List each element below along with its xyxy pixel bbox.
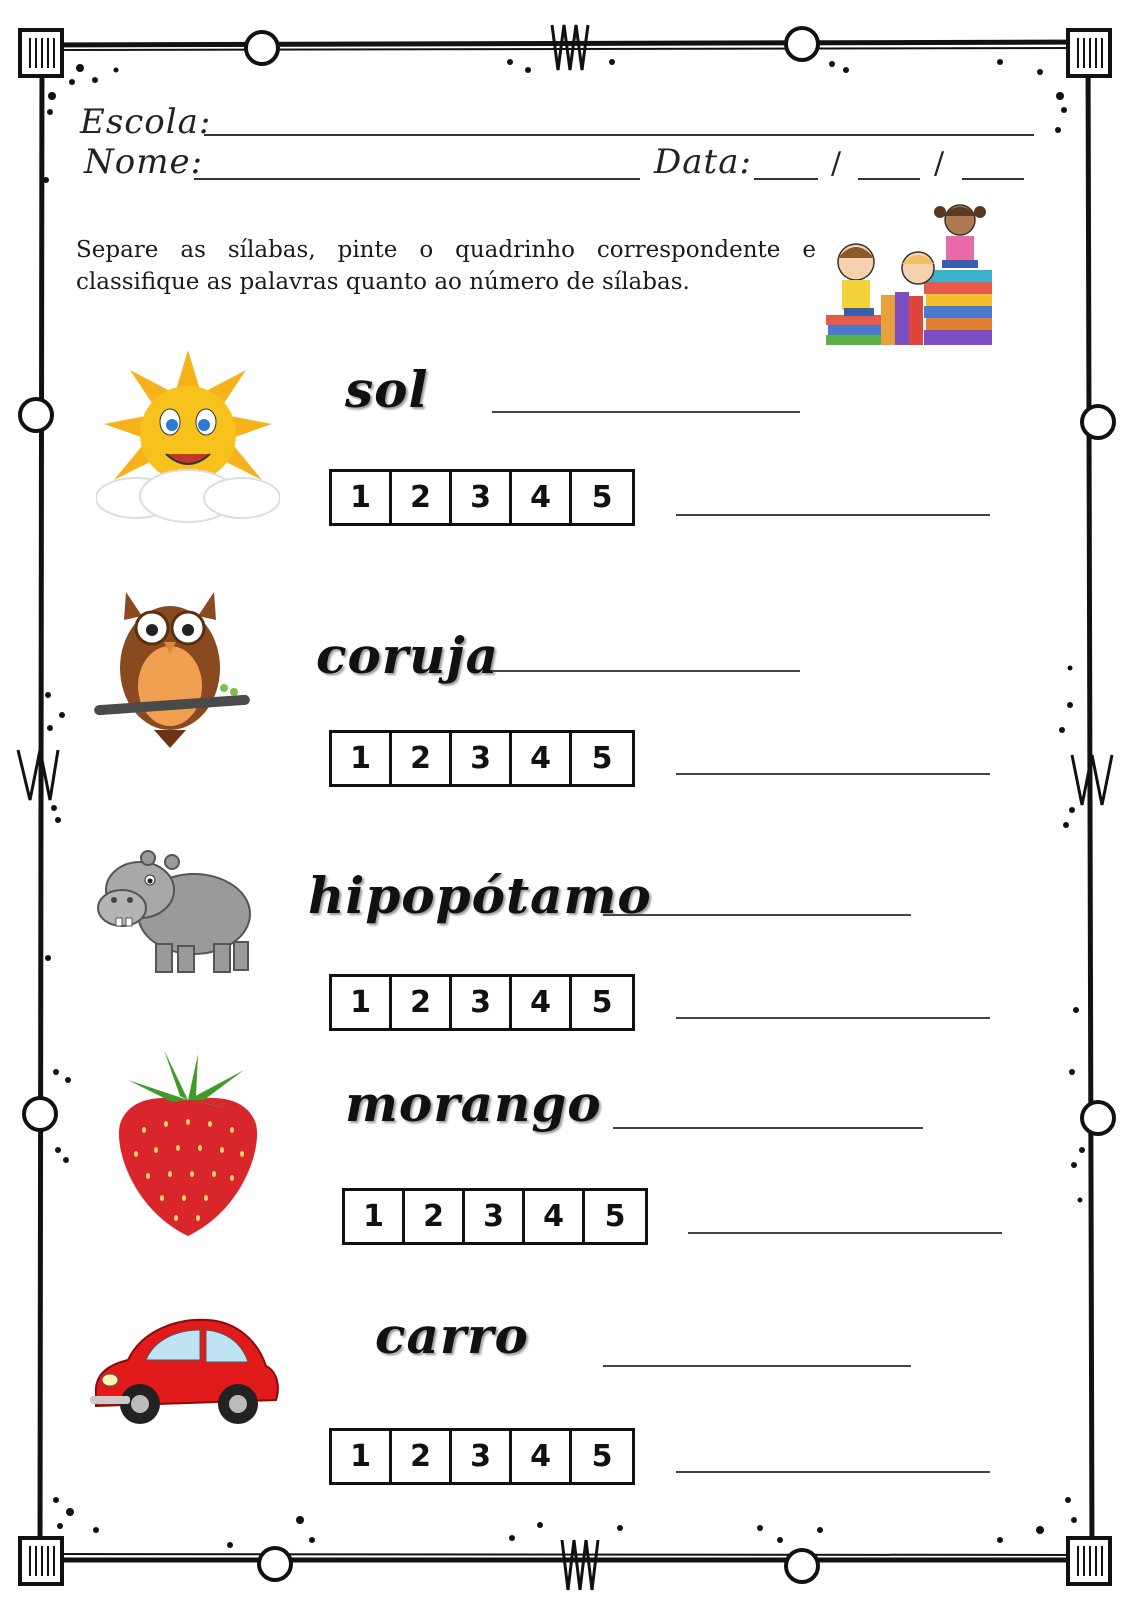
- instruction-text: Separe as sílabas, pinte o quadrinho correspondente e classifique as palavras quanto ao número de sílabas.: [76, 237, 816, 295]
- count-box-2[interactable]: 2: [392, 733, 452, 784]
- count-box-4[interactable]: 4: [512, 977, 572, 1028]
- word-hipopotamo: hipopótamo: [308, 866, 652, 925]
- hippo-icon: [96, 848, 260, 976]
- count-box-1[interactable]: 1: [332, 733, 392, 784]
- date-month-field[interactable]: [858, 178, 920, 180]
- classification-answer-line[interactable]: [676, 514, 990, 516]
- classification-answer-line[interactable]: [676, 773, 990, 775]
- school-label: Escola:: [80, 102, 212, 142]
- syllable-answer-line[interactable]: [492, 670, 800, 672]
- word-sol: sol: [345, 360, 429, 419]
- syllable-count-boxes: [329, 974, 635, 1031]
- count-box-5[interactable]: 5: [591, 741, 613, 776]
- count-box-4[interactable]: 4: [512, 472, 572, 523]
- date-separator: /: [934, 146, 945, 181]
- name-field[interactable]: [194, 178, 640, 180]
- school-field[interactable]: [204, 134, 1034, 136]
- syllable-count-boxes: [329, 469, 635, 526]
- count-box-3[interactable]: 3: [452, 1431, 512, 1482]
- count-box-3[interactable]: 3: [452, 733, 512, 784]
- classification-answer-line[interactable]: [688, 1232, 1002, 1234]
- count-box-3[interactable]: 3: [452, 472, 512, 523]
- count-box-1[interactable]: 1: [345, 1191, 405, 1242]
- kids-reading-icon: [826, 200, 1006, 356]
- count-box-1[interactable]: 1: [332, 1431, 392, 1482]
- count-box-4[interactable]: 4: [512, 733, 572, 784]
- count-box-4[interactable]: 4: [525, 1191, 585, 1242]
- car-icon: [88, 1316, 282, 1432]
- word-coruja: coruja: [316, 626, 499, 685]
- count-box-4[interactable]: 4: [512, 1431, 572, 1482]
- date-label: Data:: [654, 142, 752, 182]
- count-box-2[interactable]: 2: [392, 472, 452, 523]
- count-box-5[interactable]: 5: [591, 985, 613, 1020]
- classification-answer-line[interactable]: [676, 1017, 990, 1019]
- syllable-answer-line[interactable]: [492, 411, 800, 413]
- sun-icon: [96, 350, 280, 526]
- count-box-5[interactable]: 5: [591, 1439, 613, 1474]
- count-box-5[interactable]: 5: [604, 1199, 626, 1234]
- syllable-answer-line[interactable]: [613, 1127, 923, 1129]
- syllable-count-boxes: [329, 730, 635, 787]
- date-day-field[interactable]: [754, 178, 818, 180]
- count-box-2[interactable]: 2: [392, 1431, 452, 1482]
- syllable-answer-line[interactable]: [603, 1365, 911, 1367]
- count-box-2[interactable]: 2: [392, 977, 452, 1028]
- syllable-count-boxes: [342, 1188, 648, 1245]
- classification-answer-line[interactable]: [676, 1471, 990, 1473]
- syllable-count-boxes: [329, 1428, 635, 1485]
- count-box-3[interactable]: 3: [465, 1191, 525, 1242]
- name-label: Nome:: [84, 142, 204, 182]
- count-box-2[interactable]: 2: [405, 1191, 465, 1242]
- word-carro: carro: [375, 1306, 529, 1365]
- count-box-1[interactable]: 1: [332, 472, 392, 523]
- syllable-answer-line[interactable]: [603, 914, 911, 916]
- date-separator: /: [831, 146, 842, 181]
- word-morango: morango: [345, 1074, 602, 1133]
- count-box-1[interactable]: 1: [332, 977, 392, 1028]
- date-year-field[interactable]: [962, 178, 1024, 180]
- count-box-5[interactable]: 5: [591, 480, 613, 515]
- owl-icon: [94, 582, 250, 752]
- count-box-3[interactable]: 3: [452, 977, 512, 1028]
- strawberry-icon: [114, 1050, 262, 1240]
